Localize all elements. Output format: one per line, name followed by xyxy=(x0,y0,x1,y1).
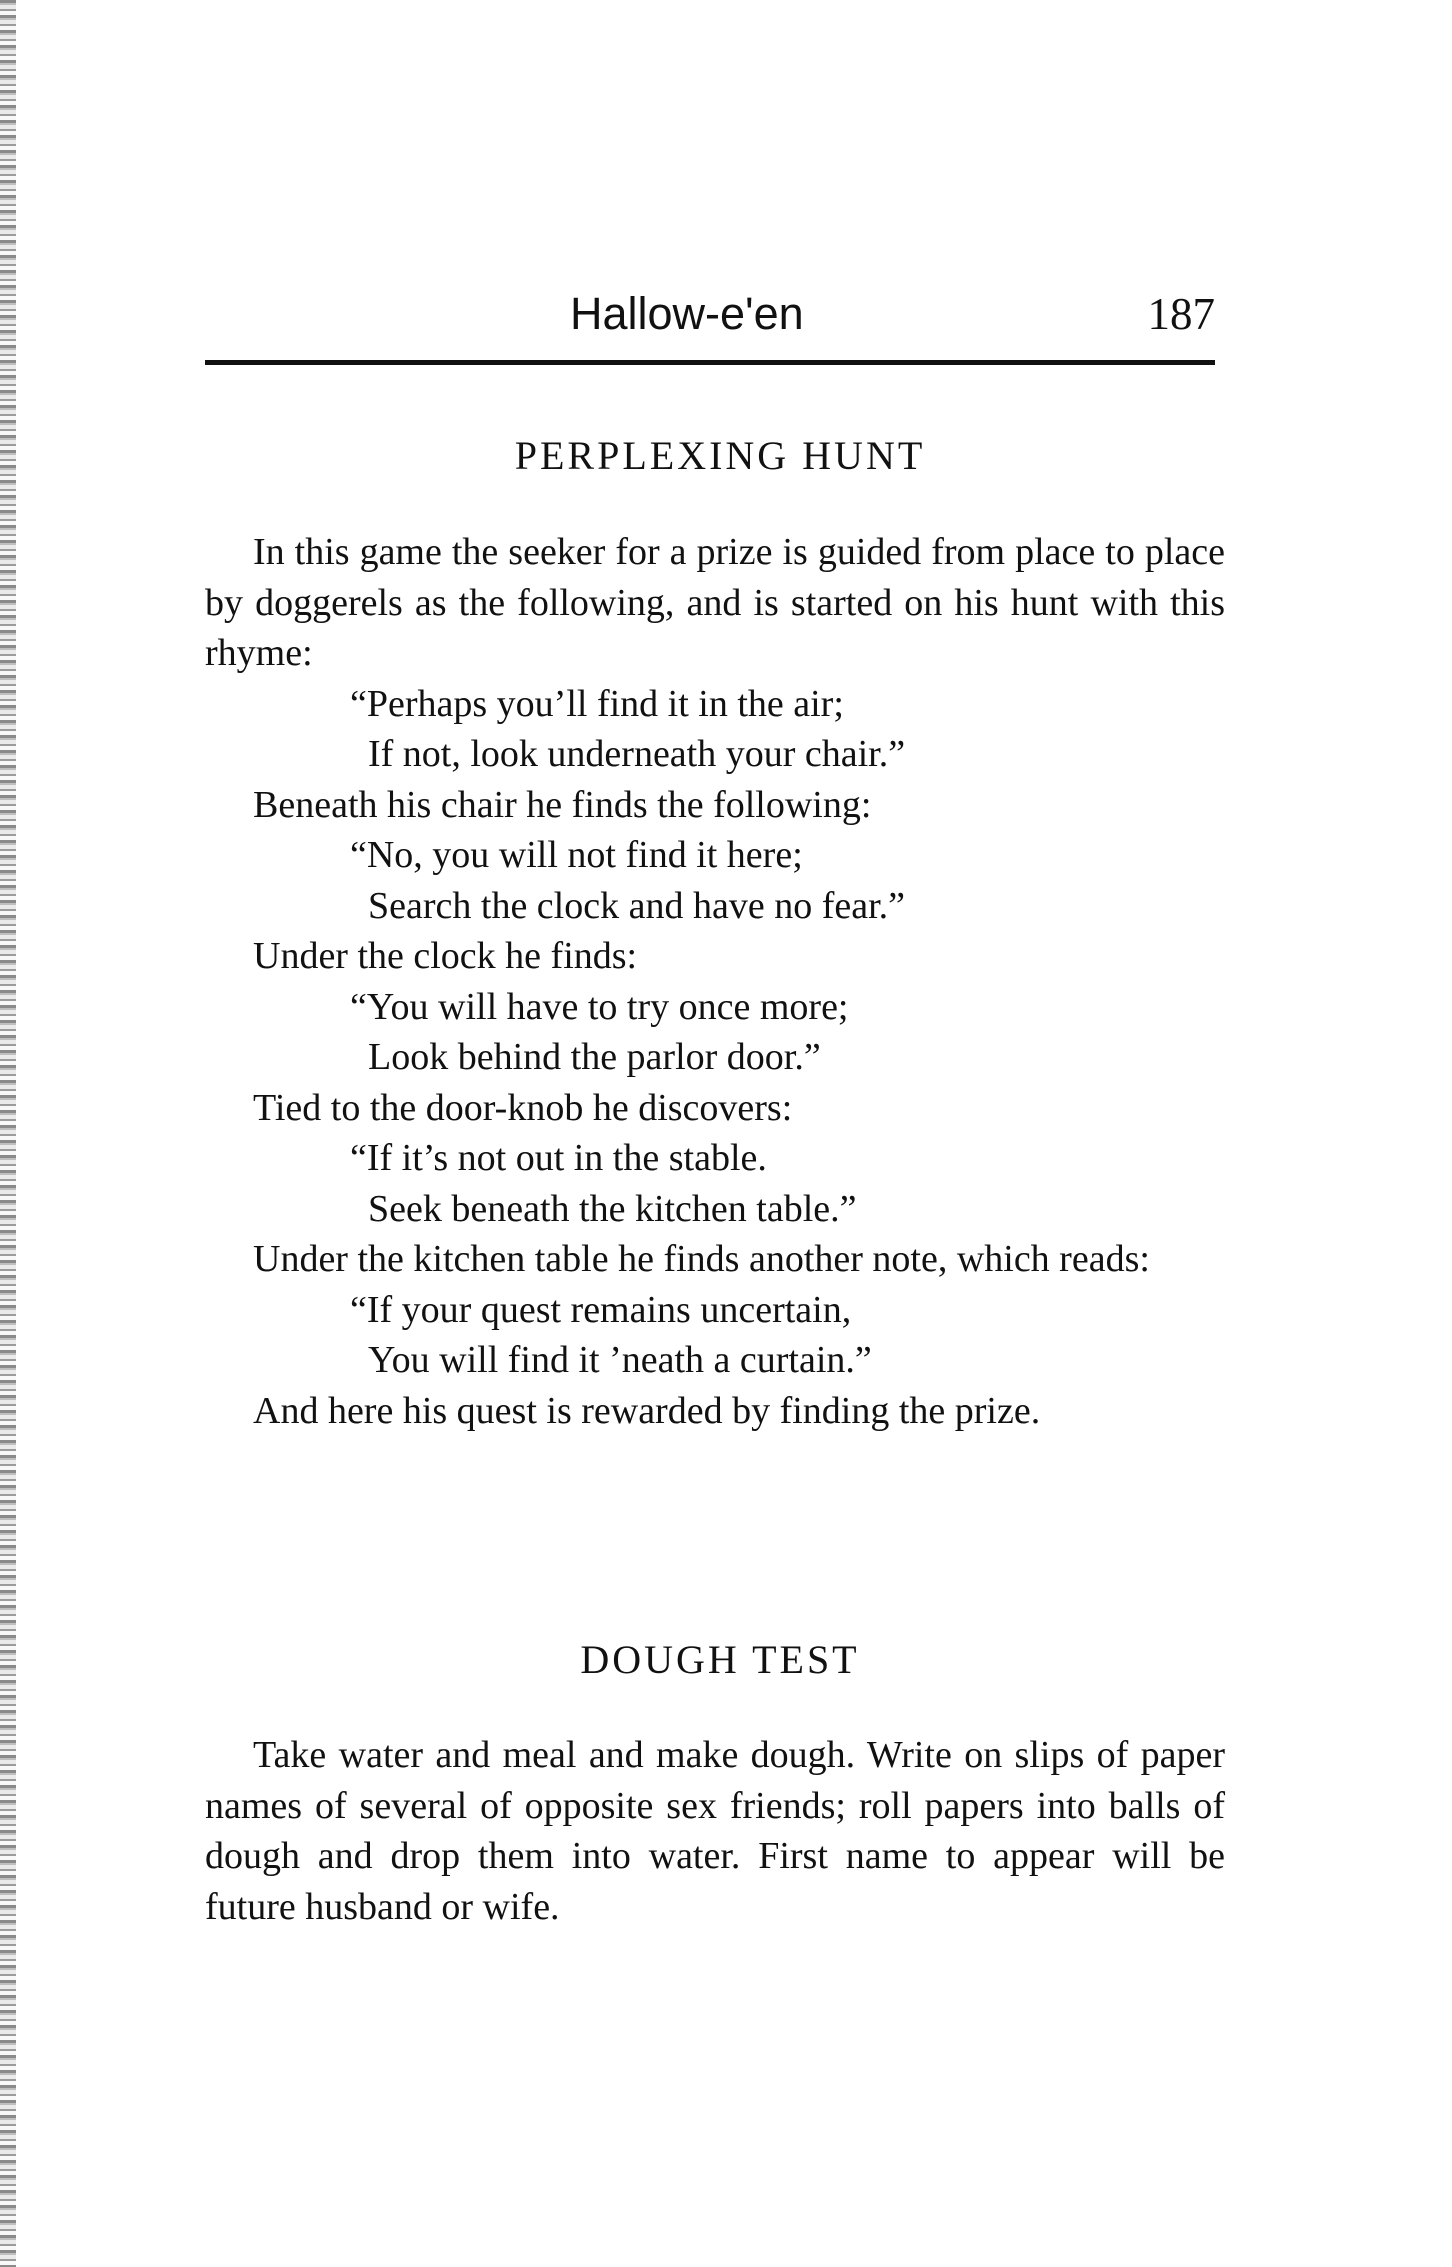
dough-test-paragraph: Take water and meal and make dough. Write on slips of paper names of several of opposite sex friends; roll papers into balls of dough and drop them into water. First name to appear will be future husband or wife. xyxy=(205,1734,1225,1928)
verse-3 xyxy=(205,982,1225,1083)
page-number: 187 xyxy=(1147,289,1215,339)
dough-test-body xyxy=(205,1730,1225,1932)
verse-line: If not, look underneath your chair.” xyxy=(368,733,906,775)
section-title-perplexing-hunt: PERPLEXING HUNT xyxy=(514,433,926,478)
verse-line: You will find it ’neath a curtain.” xyxy=(368,1339,872,1381)
running-head xyxy=(205,288,1215,348)
verse-line: “If it’s not out in the stable. xyxy=(350,1137,767,1179)
narration-line: Under the kitchen table he finds another note, which reads: xyxy=(253,1238,1150,1280)
verse-2 xyxy=(205,830,1225,931)
scan-edge-shadow xyxy=(0,0,16,2267)
section-title-dough-test: DOUGH TEST xyxy=(580,1637,860,1682)
narration-line: Under the clock he finds: xyxy=(253,935,638,977)
verse-line: Look behind the parlor door.” xyxy=(368,1036,821,1078)
verse-line: Search the clock and have no fear.” xyxy=(368,884,906,927)
closing-paragraph: And here his quest is rewarded by finding the prize. xyxy=(253,1389,1041,1432)
running-head-title: Hallow-e'en xyxy=(570,288,804,339)
narration-line: Tied to the door-knob he discovers: xyxy=(253,1086,793,1129)
intro-paragraph: In this game the seeker for a prize is guided from place to place by doggerels as the following, and is started on his hunt with this rhyme: xyxy=(205,531,1225,674)
verse-4 xyxy=(205,1133,1225,1234)
verse-1 xyxy=(205,679,1225,780)
perplexing-hunt-body xyxy=(205,527,1225,1436)
narration-line: Beneath his chair he finds the following: xyxy=(253,783,872,826)
verse-line: “Perhaps you’ll find it in the air; xyxy=(350,682,844,725)
verse-line: “You will have to try once more; xyxy=(350,985,849,1028)
verse-line: “If your quest remains uncertain, xyxy=(350,1288,852,1331)
verse-line: Seek beneath the kitchen table.” xyxy=(368,1187,857,1230)
verse-5 xyxy=(205,1285,1225,1386)
header-rule xyxy=(205,360,1215,365)
verse-line: “No, you will not find it here; xyxy=(350,834,803,876)
